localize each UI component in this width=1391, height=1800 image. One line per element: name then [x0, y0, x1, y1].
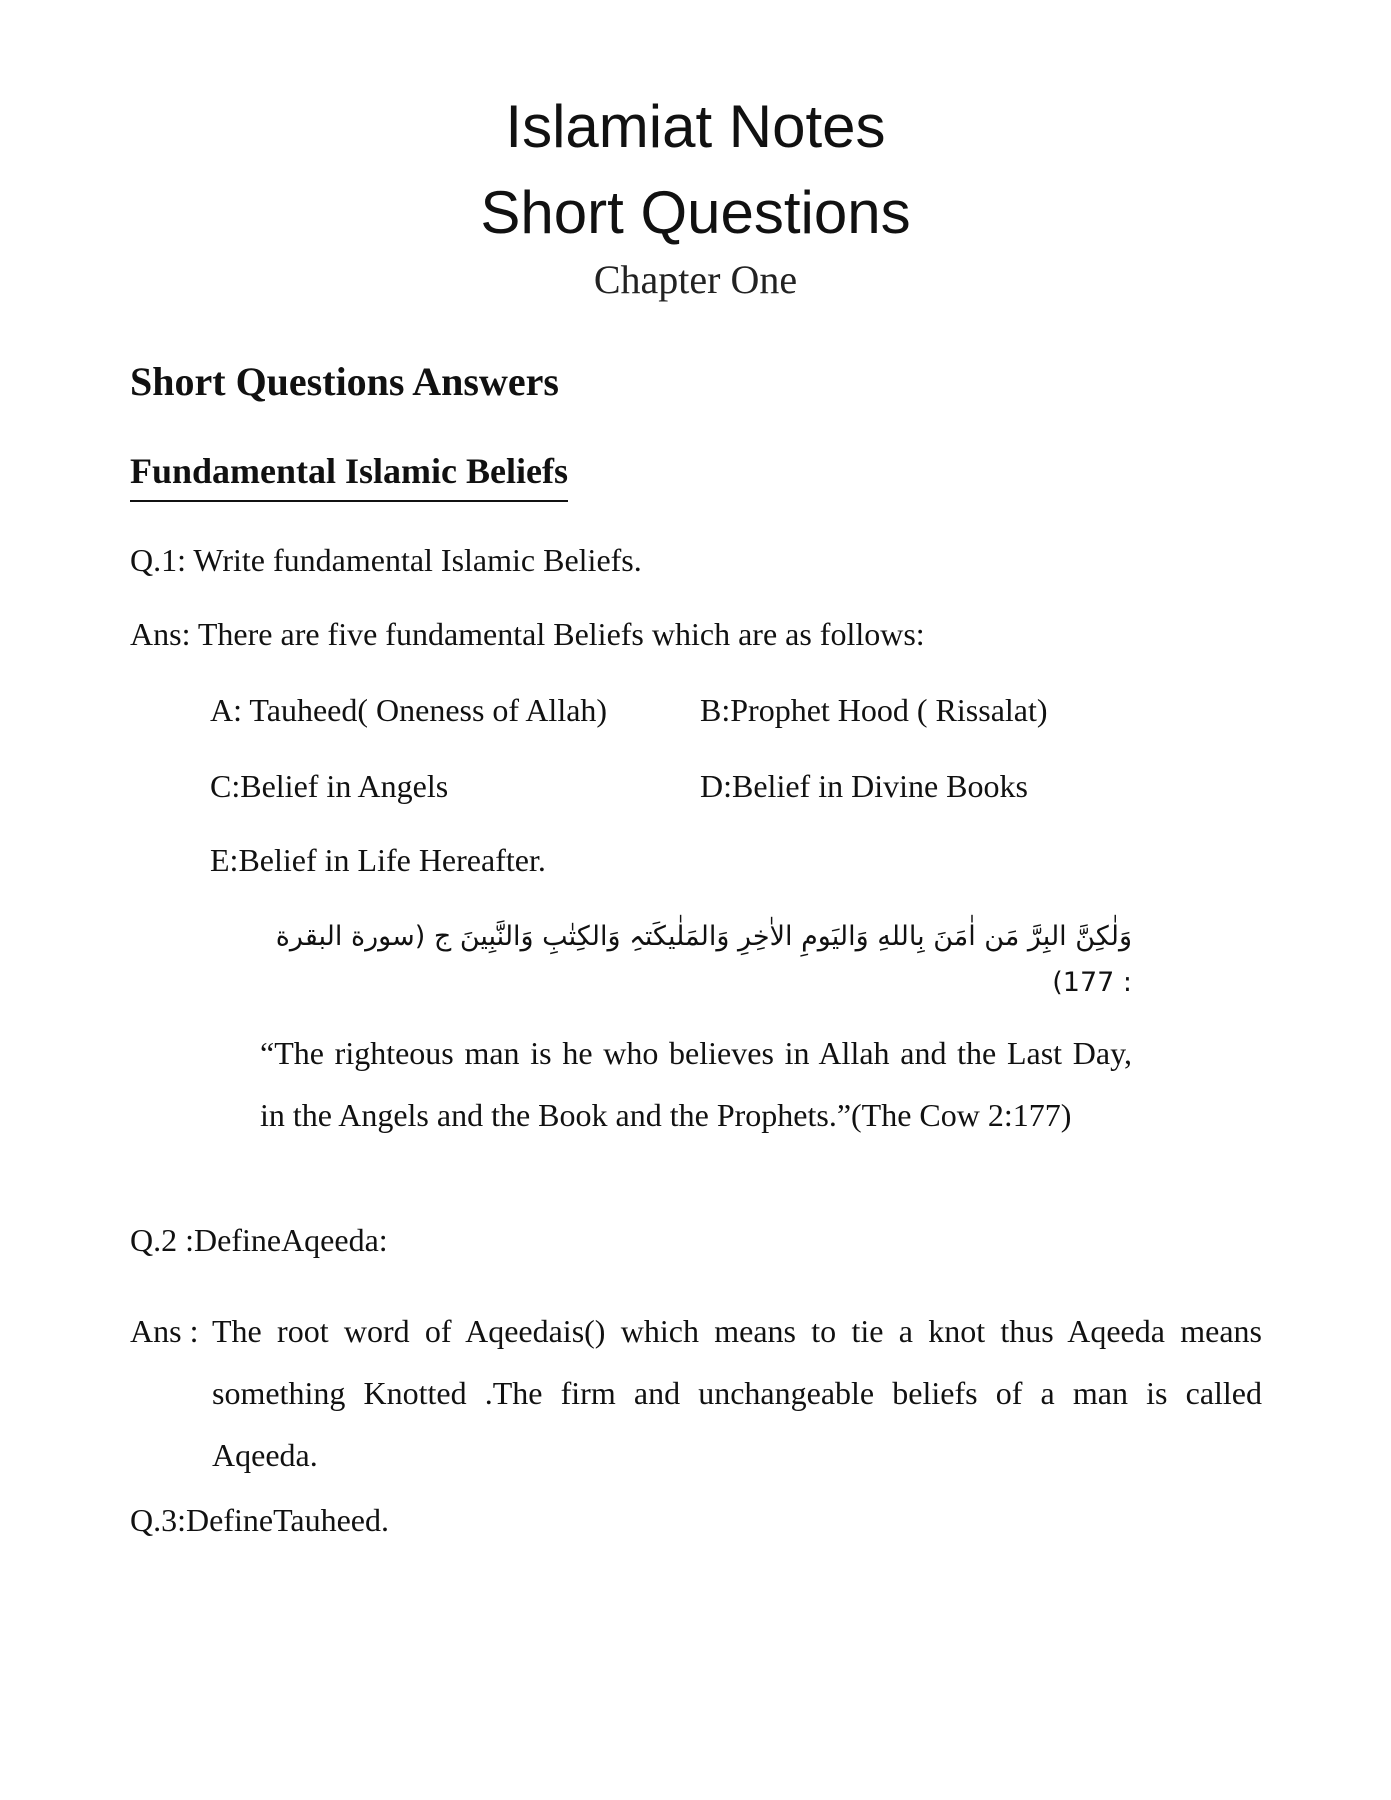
answer-2: [130, 1300, 1262, 1486]
question-3: Q.3:DefineTauheed.: [130, 1502, 389, 1538]
quran-verse-arabic: وَلٰكِنَّ البِرَّ مَن اٰمَنَ بِاللهِ وَاليَومِ الاٰخِرِ وَالمَلٰيكَتہِ وَالكِتٰبِ وَالنَّبِينَ ج (سورة البقرة : 177): [275, 921, 1132, 998]
section-heading: Short Questions Answers: [130, 359, 559, 404]
quran-verse-translation: “The righteous man is he who believes in Allah and the Last Day, in the Angels and the Book and the Prophets.”(The Cow 2:177): [260, 1035, 1132, 1133]
question-2: Q.2 :DefineAqeeda:: [130, 1222, 388, 1258]
answer-2-label: Ans :: [130, 1313, 199, 1349]
answer-2-text: The root word of Aqeedais() which means to tie a knot thus Aqeeda means something Knotted .The firm and unchangeable beliefs of a man is called Aqeeda.: [212, 1313, 1262, 1473]
belief-item-d: D:Belief in Divine Books: [700, 768, 1028, 804]
question-1: Q.1: Write fundamental Islamic Beliefs.: [130, 542, 642, 578]
subsection-heading: Fundamental Islamic Beliefs: [130, 448, 568, 502]
belief-item-b: B:Prophet Hood ( Rissalat): [700, 692, 1048, 728]
chapter-label: Chapter One: [593, 257, 798, 302]
belief-item-a: A: Tauheed( Oneness of Allah): [210, 692, 608, 728]
document-title-line1: Islamiat Notes: [505, 93, 886, 160]
belief-item-e: E:Belief in Life Hereafter.: [210, 842, 546, 878]
document-title-line2: Short Questions: [480, 179, 911, 246]
belief-item-c: C:Belief in Angels: [210, 768, 449, 804]
answer-1-intro: Ans: There are five fundamental Beliefs which are as follows:: [130, 616, 925, 652]
